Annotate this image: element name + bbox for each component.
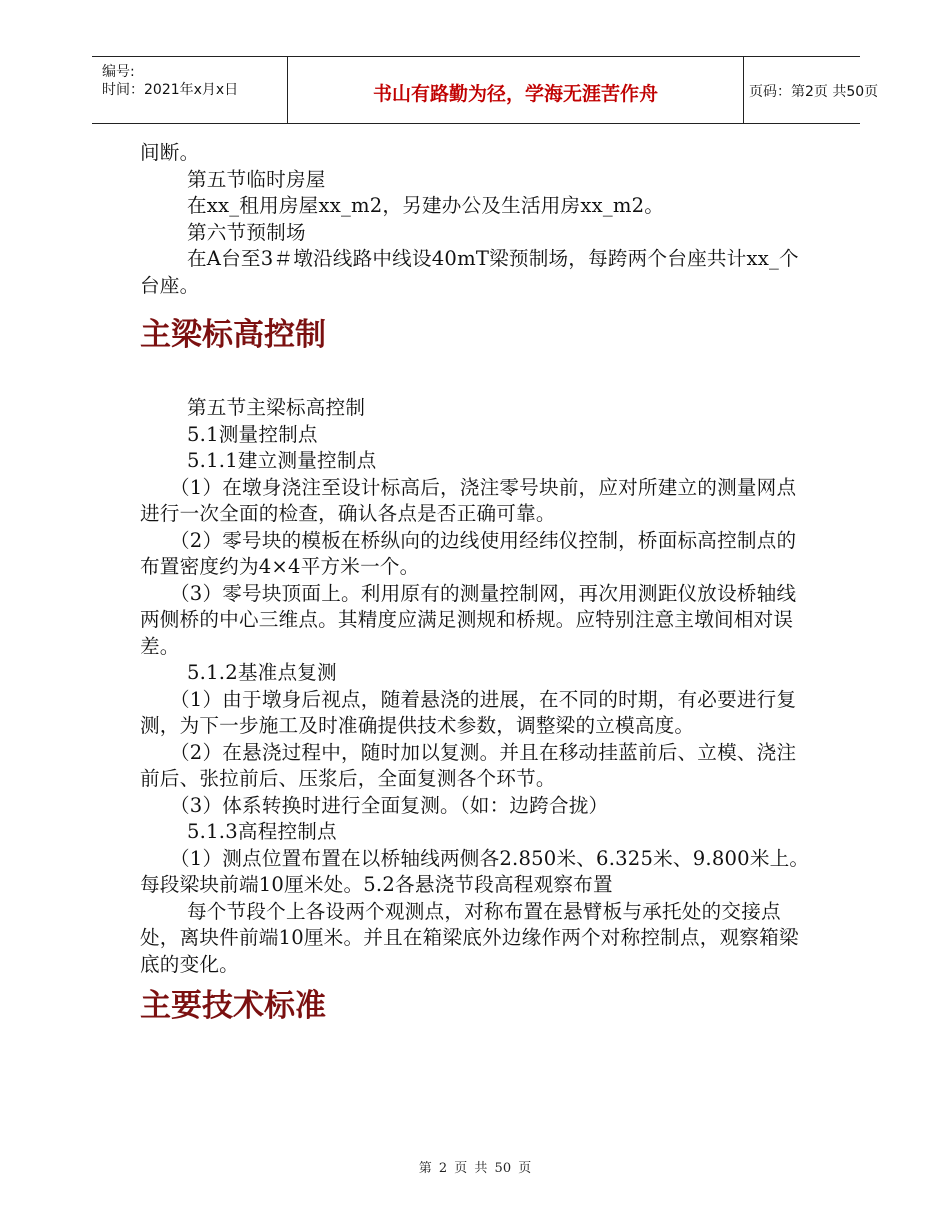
header-page-number: 页码：第2页 共50页 — [749, 84, 879, 100]
section-title: 第五节临时房屋 — [187, 167, 326, 191]
chapter-heading: 主梁标高控制 — [140, 317, 326, 353]
subsection-title: 5.1.1建立测量控制点 — [187, 449, 377, 472]
section-title: 第六节预制场 — [187, 220, 306, 244]
subsection-title: 5.1测量控制点 — [187, 422, 318, 446]
chapter-heading: 主要技术标准 — [140, 988, 326, 1024]
paragraph: 每个节段个上各设两个观测点，对称布置在悬臂板与承托处的交接点处，离块件前端10厘米。并且在箱梁底外边缘作两个对称控制点，观察箱梁底的变化。 — [140, 899, 799, 976]
subsection-title: 5.1.2基准点复测 — [187, 661, 337, 684]
subsection-title: 5.1.3高程控制点 — [187, 820, 337, 843]
paragraph: 在A台至3＃墩沿线路中线设40mT梁预制场，每跨两个台座共计xx_个台座。 — [140, 247, 799, 297]
page-footer: 第 2 页 共 50 页 — [418, 1161, 532, 1176]
header-motto-cell — [287, 57, 744, 123]
paragraph: （2）零号块的模板在桥纵向的边线使用经纬仪控制，桥面标高控制点的布置密度约为4×4平方米一个。 — [140, 528, 797, 578]
paragraph: 在xx_租用房屋xx_m2，另建办公及生活用房xx_m2。 — [187, 194, 665, 217]
document-time-label: 时间：2021年x月x日 — [102, 82, 239, 98]
header-page-cell — [743, 57, 879, 123]
paragraph: 间断。 — [140, 141, 200, 164]
paragraph: （1）在墩身浇注至设计标高后，浇注零号块前，应对所建立的测量网点进行一次全面的检查，确认各点是否正确可靠。 — [140, 475, 797, 525]
paragraph: （1）由于墩身后视点，随着悬浇的进展，在不同的时期，有必要进行复测，为下一步施工及时准确提供技术参数，调整梁的立模高度。 — [140, 687, 797, 737]
section-title: 第五节主梁标高控制 — [187, 396, 366, 419]
paragraph: （2）在悬浇过程中，随时加以复测。并且在移动挂蓝前后、立模、浇注前后、张拉前后、压浆后，全面复测各个环节。 — [140, 740, 797, 790]
document-number-label: 编号: — [102, 64, 135, 80]
page-header — [92, 56, 879, 124]
paragraph: （3）零号块顶面上。利用原有的测量控制网，再次用测距仪放设桥轴线两侧桥的中心三维点。其精度应满足测规和桥规。应特别注意主墩间相对误差。 — [140, 581, 797, 658]
header-info-cell — [92, 57, 287, 123]
header-motto: 书山有路勤为径，学海无涯苦作舟 — [372, 83, 658, 105]
paragraph: （3）体系转换时进行全面复测。（如：边跨合拢） — [170, 793, 609, 817]
document-body — [140, 140, 810, 1026]
paragraph: （1）测点位置布置在以桥轴线两侧各2.850米、6.325米、9.800米上。每段梁块前端10厘米处。5.2各悬浇节段高程观察布置 — [140, 846, 810, 896]
